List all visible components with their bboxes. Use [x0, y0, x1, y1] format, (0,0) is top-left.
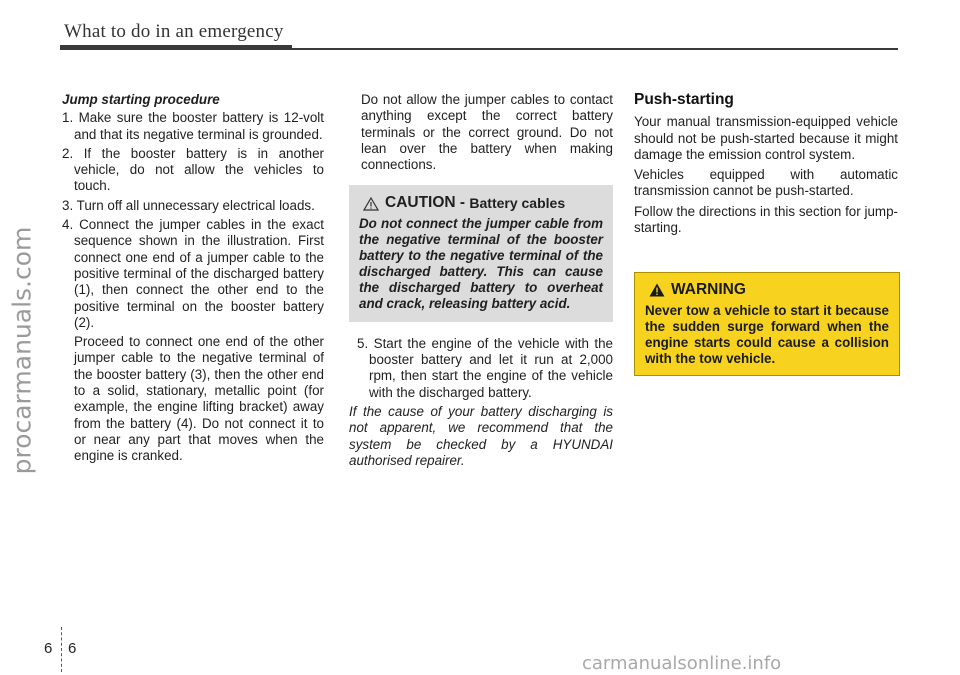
repairer-note: If the cause of your battery discharging is not apparent, we recommend that the system be checked by a HYUNDAI authorised repairer. [349, 403, 613, 468]
push-start-paragraph-1: Your manual transmission-equipped vehicle should not be push-started because it might damage the emission control system. [634, 114, 898, 162]
caution-box [349, 185, 613, 321]
push-starting-heading: Push-starting [634, 91, 734, 108]
warning-title [645, 281, 889, 299]
caution-separator: - [455, 194, 470, 212]
column-right [634, 92, 898, 240]
caution-triangle-icon [363, 197, 379, 211]
column-left [62, 92, 324, 465]
caution-text: Do not connect the jumper cable from the negative terminal of the booster battery to the negative terminal of the discharged battery. This can cause the discharged battery to overheat and crack, releasing battery acid. [359, 215, 603, 311]
step-4-continued: Proceed to connect one end of the other jumper cable to the negative terminal of the booster battery (3), then the other end to a solid, stationary, metallic point (for example, the engine lifting bracket) away from the battery (4). Do not connect it to or near any part that moves when the engine is cranked. [74, 334, 324, 464]
warning-triangle-icon [649, 283, 665, 297]
warning-box [634, 272, 900, 376]
side-watermark-text: procarmanuals.com [7, 226, 37, 474]
step-4: 4. Connect the jumper cables in the exact sequence shown in the illustration. First connect one end of a jumper cable to the positive terminal of the discharged battery (1), then connect the other end to the positive terminal on the booster battery (2). [62, 217, 324, 330]
header-title: What to do in an emergency [64, 21, 284, 42]
step-1: 1. Make sure the booster battery is 12-volt and that its negative terminal is grounded. [62, 110, 324, 142]
push-start-paragraph-3: Follow the directions in this section for jump-starting. [634, 203, 898, 236]
step-2: 2. If the booster battery is in another vehicle, do not allow the vehicles to touch. [62, 145, 324, 194]
step-3: 3. Turn off all unnecessary electrical loads. [62, 197, 315, 213]
chapter-number: 6 [44, 640, 53, 657]
footer-watermark: carmanualsonline.info [582, 653, 782, 674]
push-start-paragraph-2: Vehicles equipped with automatic transmission cannot be push-started. [634, 167, 898, 199]
header-rule-thin [292, 48, 898, 50]
cable-contact-paragraph: Do not allow the jumper cables to contact anything except the correct battery terminals or the correct ground. Do not lean over the battery when making connections. [361, 92, 613, 173]
column-middle [349, 92, 613, 469]
jump-start-subheading: Jump starting procedure [62, 92, 220, 107]
page-number-divider [61, 627, 62, 672]
page-number: 6 [68, 640, 77, 657]
step-5: 5. Start the engine of the vehicle with the booster battery and let it run at 2,000 rpm, then start the engine of the vehicle with the discharged battery. [357, 335, 613, 400]
header-rule-thick [60, 45, 292, 50]
caution-title [359, 195, 603, 211]
side-watermark [2, 185, 42, 515]
caution-subject: Battery cables [469, 195, 566, 212]
warning-text: Never tow a vehicle to start it because the sudden surge forward when the engine starts could cause a collision with the tow vehicle. [645, 303, 889, 366]
caution-label: CAUTION [385, 194, 456, 212]
warning-label: WARNING [671, 281, 746, 298]
